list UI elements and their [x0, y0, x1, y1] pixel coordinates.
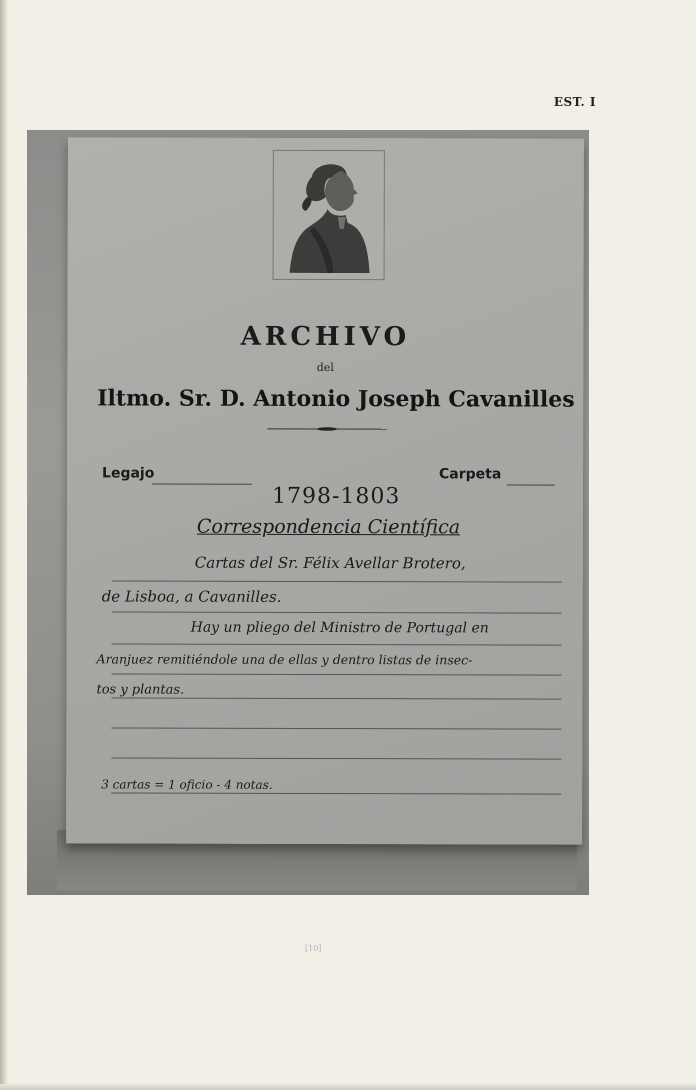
- handwritten-line-5: tos y plantas.: [96, 682, 185, 698]
- handwritten-dates: 1798-1803: [271, 483, 401, 510]
- ruled-line: [111, 757, 561, 759]
- handwritten-line-4: Aranjuez remitiéndole una de ellas y dentro listas de insec-: [96, 651, 473, 668]
- handwritten-line-2: de Lisboa, a Cavanilles.: [101, 587, 282, 606]
- divider-ornament-icon: [267, 427, 387, 431]
- portrait-silhouette-icon: [284, 157, 374, 273]
- legajo-line: [152, 484, 252, 485]
- handwritten-subject: Correspondencia Científica: [196, 515, 461, 539]
- ruled-line: [111, 697, 561, 699]
- handwritten-line-1: Cartas del Sr. Félix Avellar Brotero,: [194, 553, 466, 573]
- plate-label: EST. I: [553, 95, 596, 109]
- ruled-line: [111, 792, 561, 794]
- archive-card-photo: [27, 130, 589, 895]
- legajo-label: Legajo: [102, 465, 155, 482]
- archive-del-text: del: [316, 360, 334, 375]
- handwritten-line-3: Hay un pliego del Ministro de Portugal en: [190, 619, 489, 637]
- archive-title: ARCHIVO: [240, 321, 411, 353]
- carpeta-line: [507, 484, 555, 485]
- page-bottom-edge: [0, 1084, 696, 1090]
- portrait-frame: [273, 150, 385, 280]
- archive-card: [66, 137, 584, 844]
- ruled-line: [112, 580, 562, 582]
- handwritten-footer-note: 3 cartas = 1 oficio - 4 notas.: [101, 777, 273, 792]
- ruled-line: [112, 611, 562, 613]
- page-binding-edge: [0, 0, 8, 1090]
- ruled-line: [111, 727, 561, 729]
- page-mark: [10]: [305, 944, 322, 953]
- ruled-line: [112, 673, 562, 675]
- ruled-line: [112, 643, 562, 645]
- archive-owner-name: Iltmo. Sr. D. Antonio Joseph Cavanilles: [97, 385, 575, 413]
- carpeta-label: Carpeta: [439, 466, 502, 483]
